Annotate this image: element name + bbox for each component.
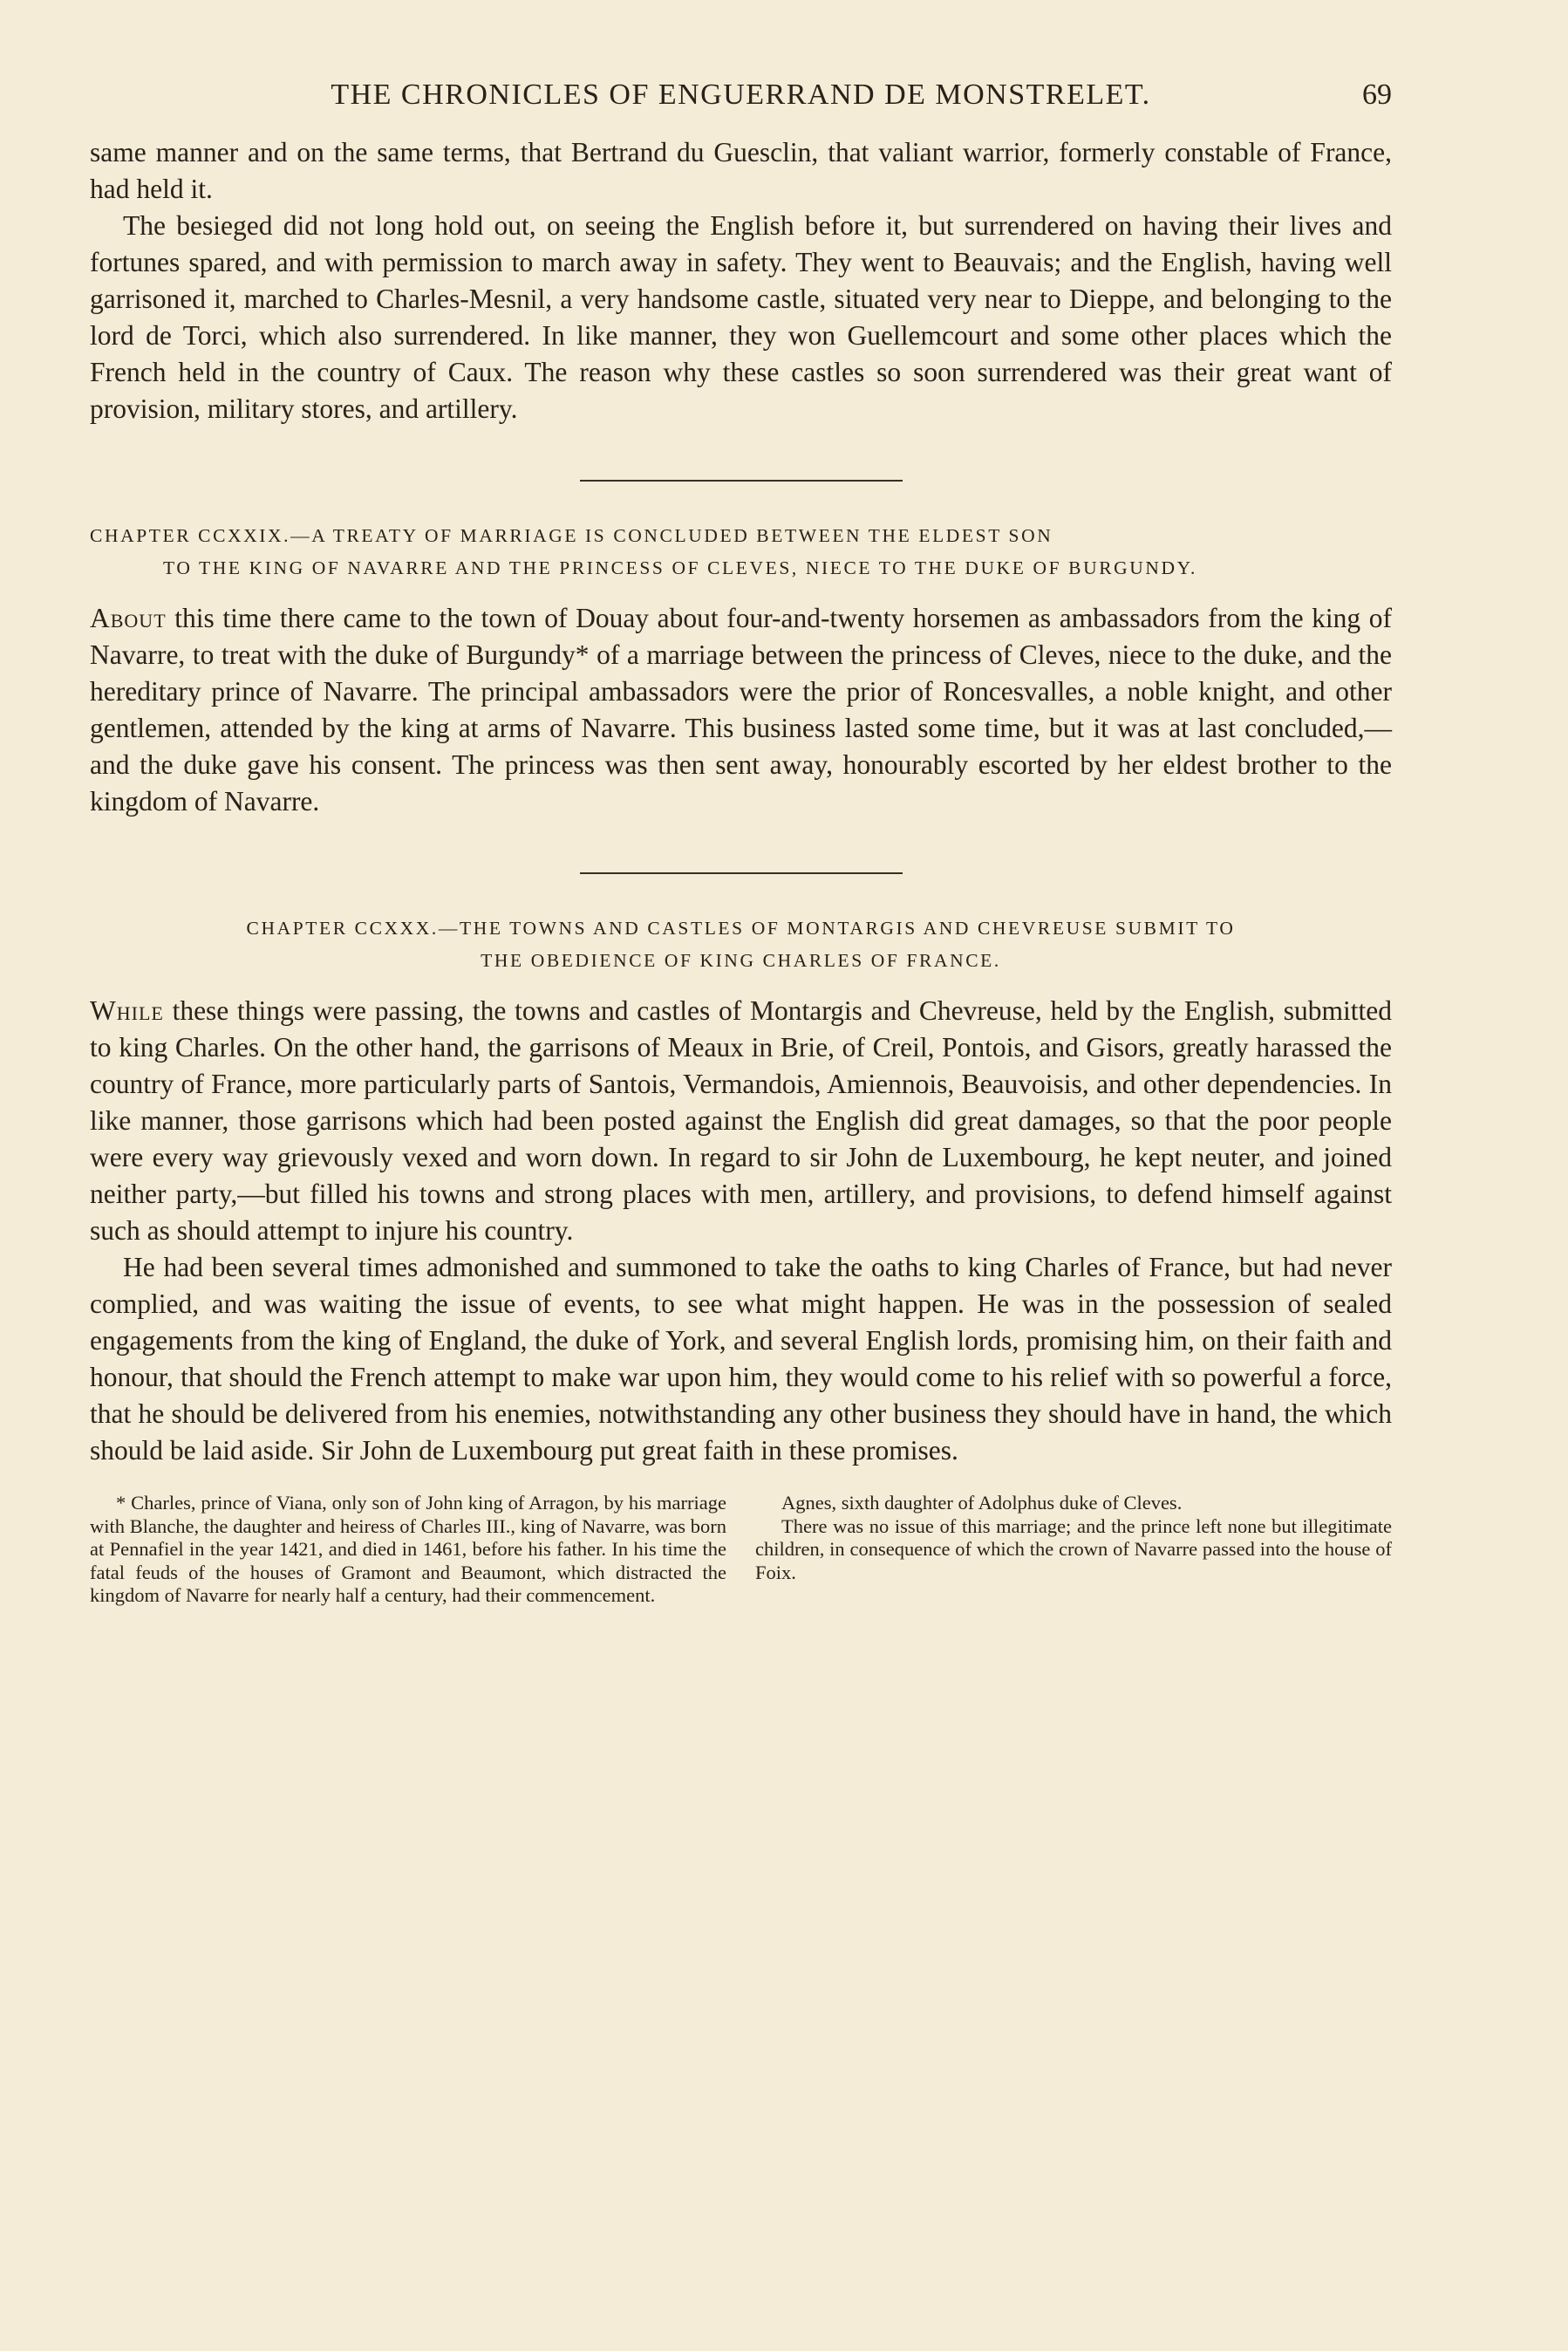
- section-divider: [580, 872, 903, 874]
- book-page: [90, 79, 1392, 1608]
- continuation-text: [90, 134, 1392, 427]
- paragraph: [90, 600, 1392, 820]
- page-number: 69: [1362, 79, 1392, 111]
- paragraph: [90, 993, 1392, 1249]
- paragraph: He had been several times admonished and summoned to take the oaths to king Charles of France, but had never complied, and was waiting the issue of events, to see what might happen. He was in the possession of sealed engagements from the king of England, the duke of York, and several English lords, promising him, on their faith and honour, that should the French attempt to make war upon him, they would come to his relief with so powerful a force, that he should be delivered from his enemies, notwithstanding any other business they should have in hand, the which should be laid aside. Sir John de Luxembourg put great faith in these promises.: [90, 1252, 1392, 1466]
- footnote: There was no issue of this marriage; and the prince left none but illegitimate children, in consequence of which the crown of Navarre passed into the house of Foix.: [755, 1514, 1392, 1583]
- chapter-heading-line: CHAPTER CCXXX.—THE TOWNS AND CASTLES OF MONTARGIS AND CHEVREUSE SUBMIT TO: [246, 918, 1236, 939]
- paragraph: same manner and on the same terms, that Bertrand du Guesclin, that valiant warrior, formerly constable of France, had held it.: [90, 137, 1392, 204]
- chapter-heading-229: [90, 520, 1392, 584]
- chapter-heading-line: CHAPTER CCXXIX.—A TREATY OF MARRIAGE IS CONCLUDED BETWEEN THE ELDEST SON: [90, 525, 1053, 546]
- footnote: * Charles, prince of Viana, only son of John king of Arragon, by his marriage with Blanche, the daughter and heiress of Charles III., king of Navarre, was born at Pennafiel in the year 1421, and died in 1461, before his father. In his time the fatal feuds of the houses of Gramont and Beaumont, which distracted the kingdom of Navarre for nearly half a century, had their commencement.: [90, 1492, 726, 1607]
- chapter-heading-line: TO THE KING OF NAVARRE AND THE PRINCESS OF CLEVES, NIECE TO THE DUKE OF BURGUNDY.: [163, 557, 1197, 578]
- chapter-heading-line: THE OBEDIENCE OF KING CHARLES OF FRANCE.: [481, 950, 1001, 971]
- paragraph: The besieged did not long hold out, on seeing the English before it, but surrendered on having their lives and fortunes spared, and with permission to march away in safety. They went to Beauvais; and the English, having well garrisoned it, marched to Charles-Mesnil, a very handsome castle, situated very near to Dieppe, and belonging to the lord de Torci, which also surrendered. In like manner, they won Guellemcourt and some other places which the French held in the country of Caux. The reason why these castles so soon surrendered was their great want of provision, military stores, and artillery.: [90, 210, 1392, 424]
- lead-word: While: [90, 995, 164, 1026]
- footnote: Agnes, sixth daughter of Adolphus duke of Cleves.: [781, 1492, 1183, 1514]
- chapter-heading-230: [90, 912, 1392, 977]
- paragraph-text: these things were passing, the towns and castles of Montargis and Chevreuse, held by the English, submitted to king Charles. On the other hand, the garrisons of Meaux in Brie, of Creil, Pontois, and Gisors, greatly harassed the country of France, more particularly parts of Santois, Vermandois, Amiennois, Beauvoisis, and other dependencies. In like manner, those garrisons which had been posted against the English did great damages, so that the poor people were every way grievously vexed and worn down. In regard to sir John de Luxembourg, he kept neuter, and joined neither party,—but filled his towns and strong places with men, artillery, and provisions, to defend himself against such as should attempt to injure his country.: [90, 995, 1392, 1246]
- lead-word: About: [90, 603, 167, 633]
- running-head-title: THE CHRONICLES OF ENGUERRAND DE MONSTRELET.: [331, 79, 1151, 111]
- section-divider: [580, 480, 903, 482]
- paragraph-text: this time there came to the town of Douay about four-and-twenty horsemen as ambassadors from the king of Navarre, to treat with the duke of Burgundy* of a marriage between the princess of Cleves, niece to the duke, and the hereditary prince of Navarre. The principal ambassadors were the prior of Roncesvalles, a noble knight, and other gentlemen, attended by the king at arms of Navarre. This business lasted some time, but it was at last concluded,—and the duke gave his consent. The princess was then sent away, honourably escorted by her eldest brother to the kingdom of Navarre.: [90, 603, 1392, 817]
- chapter-body-229: [90, 600, 1392, 820]
- chapter-body-230: [90, 993, 1392, 1469]
- running-head: [90, 79, 1392, 117]
- footnote-column-left: [90, 1492, 726, 1608]
- footnote-column-right: [755, 1492, 1392, 1608]
- footnotes: [90, 1492, 1392, 1608]
